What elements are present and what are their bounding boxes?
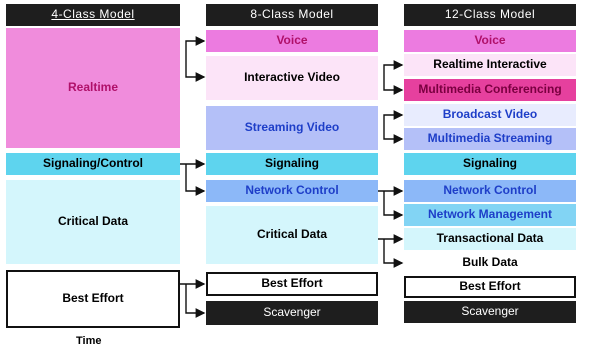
signaling-control-class-box: Signaling/Control <box>6 153 180 175</box>
realtime-interactive-box: Realtime Interactive <box>404 54 576 76</box>
header-8-class-model: 8-Class Model <box>206 4 378 26</box>
connector-realtime-voice <box>186 41 204 60</box>
realtime-class-box: Realtime <box>6 28 180 148</box>
best-effort-12-box: Best Effort <box>404 276 576 298</box>
connector-mm-streaming <box>384 128 402 139</box>
bulk-data-box: Bulk Data <box>404 252 576 274</box>
best-effort-class-box: Best Effort <box>6 270 180 328</box>
connector-realtime-interactive <box>186 60 204 77</box>
connector-bulk <box>384 239 402 263</box>
connector-rt-interactive <box>384 65 402 77</box>
multimedia-conferencing-box: Multimedia Conferencing <box>404 79 576 101</box>
transactional-data-box: Transactional Data <box>404 228 576 250</box>
critical-data-class-box: Critical Data <box>6 180 180 264</box>
signaling-12-box: Signaling <box>404 153 576 175</box>
header-12-class-model: 12-Class Model <box>404 4 576 26</box>
header-4-class-model: 4-Class Model <box>6 4 180 26</box>
scavenger-12-box: Scavenger <box>404 301 576 323</box>
interactive-video-box: Interactive Video <box>206 56 378 100</box>
critical-data-8-box: Critical Data <box>206 206 378 264</box>
connector-network-mgmt <box>384 191 402 215</box>
multimedia-streaming-box: Multimedia Streaming <box>404 128 576 150</box>
network-management-box: Network Management <box>404 204 576 226</box>
scavenger-8-box: Scavenger <box>206 301 378 325</box>
network-control-12-box: Network Control <box>404 180 576 202</box>
connector-network-control <box>186 164 204 191</box>
network-control-8-box: Network Control <box>206 180 378 202</box>
connector-scavenger <box>186 284 204 313</box>
connector-mm-conferencing <box>384 77 402 90</box>
streaming-video-box: Streaming Video <box>206 106 378 150</box>
voice-8-box: Voice <box>206 30 378 52</box>
signaling-8-box: Signaling <box>206 153 378 175</box>
voice-12-box: Voice <box>404 30 576 52</box>
best-effort-8-box: Best Effort <box>206 272 378 296</box>
broadcast-video-box: Broadcast Video <box>404 104 576 126</box>
connector-broadcast-video <box>384 115 402 128</box>
footer-time-label: Time <box>76 335 102 347</box>
